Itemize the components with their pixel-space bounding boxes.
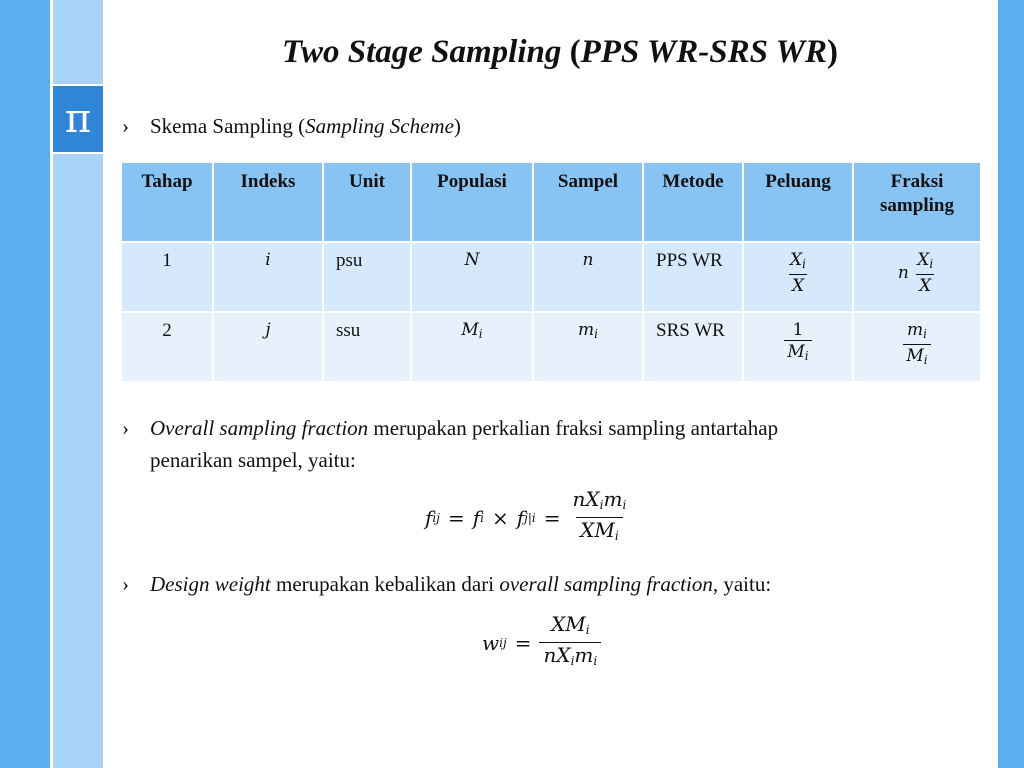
left-accent-bar	[0, 0, 50, 768]
sampling-scheme-table	[120, 161, 982, 383]
bullet-design-weight: › Design weight merupakan kebalikan dari overall sampling fraction, yaitu:	[122, 568, 771, 600]
cell-unit: psu	[323, 242, 411, 312]
col-header: Sampel	[533, 162, 643, 242]
fraction: $\frac{nX_im_i}{XM_i}$	[569, 487, 631, 548]
bullet-sampling-scheme: › Skema Sampling (Sampling Scheme)	[122, 110, 461, 142]
cell-sampel: $m_i$	[533, 312, 643, 382]
cell-populasi: N	[411, 242, 533, 312]
equation-design-weight: w ij = $\frac{XM_i}{nX_im_i}$	[482, 612, 601, 673]
cell-tahap: 2	[121, 312, 213, 382]
right-accent-bar	[998, 0, 1024, 768]
chevron-right-icon: ›	[122, 572, 129, 596]
col-header: Tahap	[121, 162, 213, 242]
col-header: Unit	[323, 162, 411, 242]
col-header: Indeks	[213, 162, 323, 242]
col-header: Peluang	[743, 162, 853, 242]
chevron-right-icon: ›	[122, 416, 129, 440]
cell-fraksi: n $\frac{X_i}{X}$	[853, 242, 981, 312]
slide-title: Two Stage Sampling (PPS WR-SRS WR)	[282, 34, 838, 70]
col-header: Metode	[643, 162, 743, 242]
cell-indeks: i	[213, 242, 323, 312]
table-row	[121, 312, 981, 382]
chevron-right-icon: ›	[122, 114, 129, 138]
equation-overall-fraction: f ij = f i × f j|i = $\frac{nX_im_i}{XM_i}$	[425, 487, 630, 548]
fraction: $\frac{1}{M_i}$	[784, 320, 811, 367]
col-header: Populasi	[411, 162, 533, 242]
bullet-overall-fraction: › Overall sampling fraction merupakan perkalian fraksi sampling antartahap penarikan sampel, yaitu:	[122, 412, 982, 476]
table-row	[121, 242, 981, 312]
cell-sampel: n	[533, 242, 643, 312]
cell-peluang	[743, 312, 853, 382]
cell-unit: ssu	[323, 312, 411, 382]
cell-peluang	[743, 242, 853, 312]
cell-fraksi	[853, 312, 981, 382]
col-header: Fraksi sampling	[853, 162, 981, 242]
fraction: $\frac{XM_i}{nX_im_i}$	[539, 612, 601, 673]
cell-indeks: j	[213, 312, 323, 382]
fraction: $\frac{X_i}{X}$	[790, 250, 806, 296]
cell-tahap: 1	[121, 242, 213, 312]
fraction: $\frac{X_i}{X}$	[917, 250, 934, 296]
cell-metode: PPS WR	[643, 242, 743, 312]
cell-metode: SRS WR	[643, 312, 743, 382]
title-method: PPS WR-SRS WR	[580, 34, 827, 70]
pi-icon: π	[53, 84, 103, 154]
table-header-row	[121, 162, 981, 242]
fraction: $\frac{m_i}{M_i}$	[903, 320, 930, 371]
cell-populasi: $M_i$	[411, 312, 533, 382]
